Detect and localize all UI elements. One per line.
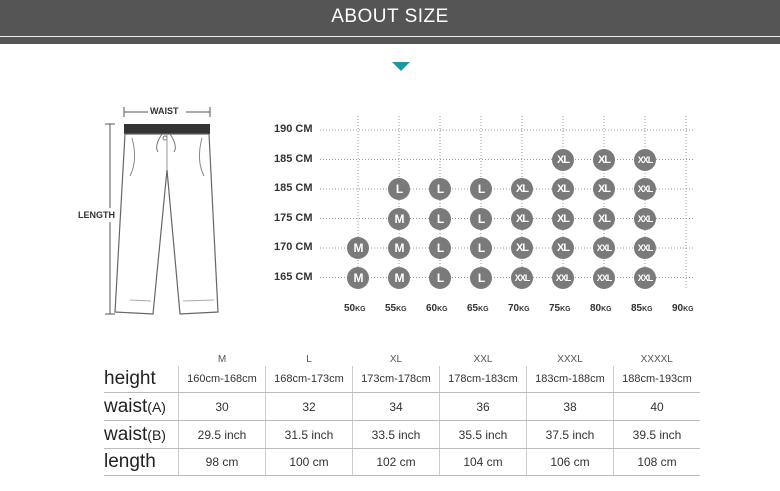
table-cell: 106 cm — [527, 449, 614, 476]
size-column-header: XXXL — [557, 353, 583, 365]
size-badge: M — [388, 208, 410, 230]
table-cell: 35.5 inch — [440, 421, 527, 449]
table-cell: 98 cm — [179, 449, 266, 476]
weight-tick-label: 55KG — [385, 302, 407, 314]
header-banner — [0, 0, 780, 44]
size-badge: XL — [511, 178, 533, 200]
table-cell: 34 — [353, 393, 440, 421]
table-cell: 104 cm — [440, 449, 527, 476]
size-badge: M — [388, 267, 410, 289]
page-title: ABOUT SIZE — [331, 6, 449, 27]
size-column-header: M — [217, 353, 227, 365]
row-label: height — [104, 366, 179, 393]
table-cell: 178cm-183cm — [440, 366, 527, 393]
size-column-header: XXXXL — [640, 353, 673, 365]
table-cell: 38 — [527, 393, 614, 421]
height-tick-label: 185 CM — [274, 182, 313, 194]
size-badge: XL — [552, 149, 574, 171]
table-cell: 39.5 inch — [614, 421, 701, 449]
size-badge: L — [429, 208, 451, 230]
size-badge: XXL — [634, 178, 656, 200]
size-header-row — [104, 352, 700, 366]
size-badge: XXL — [593, 267, 615, 289]
size-badge: XL — [511, 208, 533, 230]
size-column-header: XXL — [473, 353, 493, 365]
table-cell: 37.5 inch — [527, 421, 614, 449]
size-badge: XXL — [511, 267, 533, 289]
size-badge: XXL — [593, 237, 615, 259]
table-row — [104, 393, 700, 421]
size-badge: XL — [552, 208, 574, 230]
size-badge: XL — [552, 237, 574, 259]
size-badge: L — [429, 178, 451, 200]
table-cell: 30 — [179, 393, 266, 421]
weight-tick-label: 80KG — [590, 302, 612, 314]
weight-tick-label: 90KG — [672, 302, 694, 314]
size-badge: XL — [593, 149, 615, 171]
table-cell: 33.5 inch — [353, 421, 440, 449]
weight-tick-label: 75KG — [549, 302, 571, 314]
weight-tick-label: 65KG — [467, 302, 489, 314]
size-chart-grid — [268, 110, 708, 330]
size-badge: L — [470, 178, 492, 200]
table-cell: 173cm-178cm — [353, 366, 440, 393]
size-badge: XXL — [634, 267, 656, 289]
size-table — [104, 352, 700, 476]
table-cell: 40 — [614, 393, 701, 421]
size-column-header: XL — [389, 353, 403, 365]
size-badge: L — [388, 178, 410, 200]
size-badge: M — [388, 237, 410, 259]
weight-tick-label: 70KG — [508, 302, 530, 314]
size-badge: XL — [593, 178, 615, 200]
weight-tick-label: 50KG — [344, 302, 366, 314]
table-row — [104, 366, 700, 393]
table-row — [104, 449, 700, 476]
size-badge: L — [429, 237, 451, 259]
table-cell: 188cm-193cm — [614, 366, 701, 393]
down-arrow-icon — [392, 62, 410, 71]
table-cell: 100 cm — [266, 449, 353, 476]
pants-diagram — [70, 100, 245, 330]
size-badge: XXL — [552, 267, 574, 289]
size-column-header: L — [306, 353, 312, 365]
row-label: waist(B) — [104, 421, 179, 449]
height-tick-label: 170 CM — [274, 241, 313, 253]
height-tick-label: 175 CM — [274, 211, 313, 224]
length-label: LENGTH — [78, 210, 115, 220]
table-cell: 31.5 inch — [266, 421, 353, 449]
row-label: waist(A) — [104, 393, 179, 421]
size-badge: L — [470, 237, 492, 259]
header-spacer — [104, 352, 179, 366]
banner-divider — [0, 36, 780, 37]
size-badge: M — [347, 237, 369, 259]
table-cell: 108 cm — [614, 449, 701, 476]
size-badge: L — [429, 267, 451, 289]
height-tick-label: 185 CM — [274, 152, 313, 165]
table-cell: 102 cm — [353, 449, 440, 476]
weight-tick-label: 85KG — [631, 302, 653, 314]
size-badge: XL — [552, 178, 574, 200]
height-tick-label: 190 CM — [274, 123, 313, 135]
size-badge: L — [470, 208, 492, 230]
size-badge: XXL — [634, 208, 656, 230]
table-cell: 36 — [440, 393, 527, 421]
table-cell: 29.5 inch — [179, 421, 266, 449]
table-cell: 168cm-173cm — [266, 366, 353, 393]
size-badge: XL — [511, 237, 533, 259]
size-badge: XXL — [634, 237, 656, 259]
row-label: length — [104, 449, 179, 476]
table-cell: 160cm-168cm — [179, 366, 266, 393]
size-badge: XXL — [634, 149, 656, 171]
size-badge: M — [347, 267, 369, 289]
weight-tick-label: 60KG — [426, 302, 448, 314]
table-cell: 183cm-188cm — [527, 366, 614, 393]
height-tick-label: 165 CM — [274, 270, 313, 283]
waist-label: WAIST — [150, 106, 179, 116]
table-row — [104, 421, 700, 449]
table-cell: 32 — [266, 393, 353, 421]
size-badge: L — [470, 267, 492, 289]
size-badge: XL — [593, 208, 615, 230]
